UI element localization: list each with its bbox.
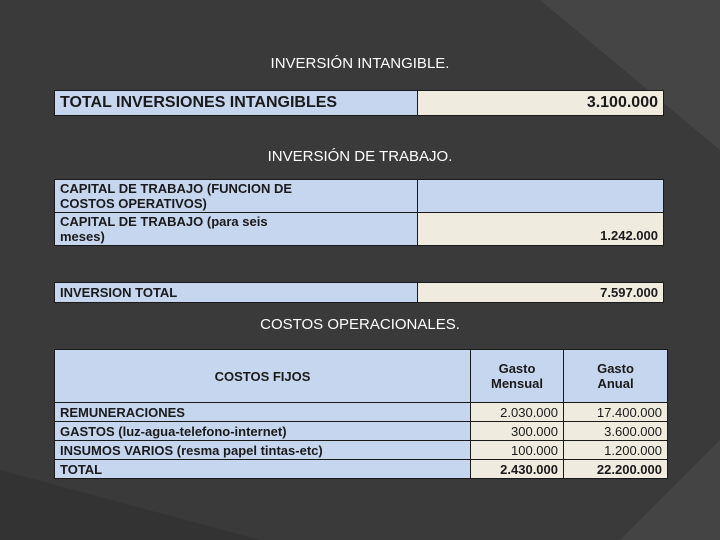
costos-row-mensual: 300.000 (471, 422, 564, 441)
costos-row-anual: 22.200.000 (564, 460, 668, 479)
costos-header-mensual (471, 350, 564, 403)
trabajo-row-label-line1: CAPITAL DE TRABAJO (para seis (60, 214, 268, 229)
table-row (55, 460, 668, 479)
costos-row-mensual: 2.030.000 (471, 403, 564, 422)
costos-row-label: INSUMOS VARIOS (resma papel tintas-etc) (55, 441, 471, 460)
heading-intangible: INVERSIÓN INTANGIBLE. (270, 55, 450, 72)
costos-header-anual (564, 350, 668, 403)
heading-costos: COSTOS OPERACIONALES. (260, 316, 460, 333)
costos-header-fijos: COSTOS FIJOS (55, 350, 471, 403)
trabajo-row-label (55, 180, 418, 213)
table-costos (54, 349, 668, 479)
inversion-total-label: INVERSION TOTAL (55, 283, 418, 303)
costos-header-mensual-line2: Mensual (490, 376, 543, 391)
trabajo-row-label-line1: CAPITAL DE TRABAJO (FUNCION DE (60, 181, 293, 196)
heading-trabajo: INVERSIÓN DE TRABAJO. (267, 148, 453, 165)
table-row (55, 422, 668, 441)
costos-row-label: REMUNERACIONES (55, 403, 471, 422)
trabajo-row-label (55, 213, 418, 246)
inversion-total-value: 7.597.000 (418, 283, 664, 303)
costos-row-label: GASTOS (luz-agua-telefono-internet) (55, 422, 471, 441)
trabajo-row-value (418, 180, 664, 213)
table-row (55, 441, 668, 460)
trabajo-row-label-line2: COSTOS OPERATIVOS) (60, 196, 207, 211)
costos-header-mensual-line1: Gasto (498, 361, 536, 376)
costos-row-mensual: 100.000 (471, 441, 564, 460)
table-inversion-total (54, 282, 664, 303)
costos-row-anual: 3.600.000 (564, 422, 668, 441)
intangible-label: TOTAL INVERSIONES INTANGIBLES (55, 91, 418, 116)
costos-row-anual: 1.200.000 (564, 441, 668, 460)
table-intangible (54, 90, 664, 116)
table-trabajo (54, 179, 664, 246)
trabajo-row-label-line2: meses) (60, 229, 105, 244)
costos-row-anual: 17.400.000 (564, 403, 668, 422)
intangible-value: 3.100.000 (418, 91, 664, 116)
costos-row-label: TOTAL (55, 460, 471, 479)
costos-header-anual-line1: Gasto (597, 361, 634, 376)
trabajo-row-value: 1.242.000 (418, 213, 664, 246)
table-row (55, 403, 668, 422)
costos-header-anual-line2: Anual (597, 376, 634, 391)
costos-row-mensual: 2.430.000 (471, 460, 564, 479)
